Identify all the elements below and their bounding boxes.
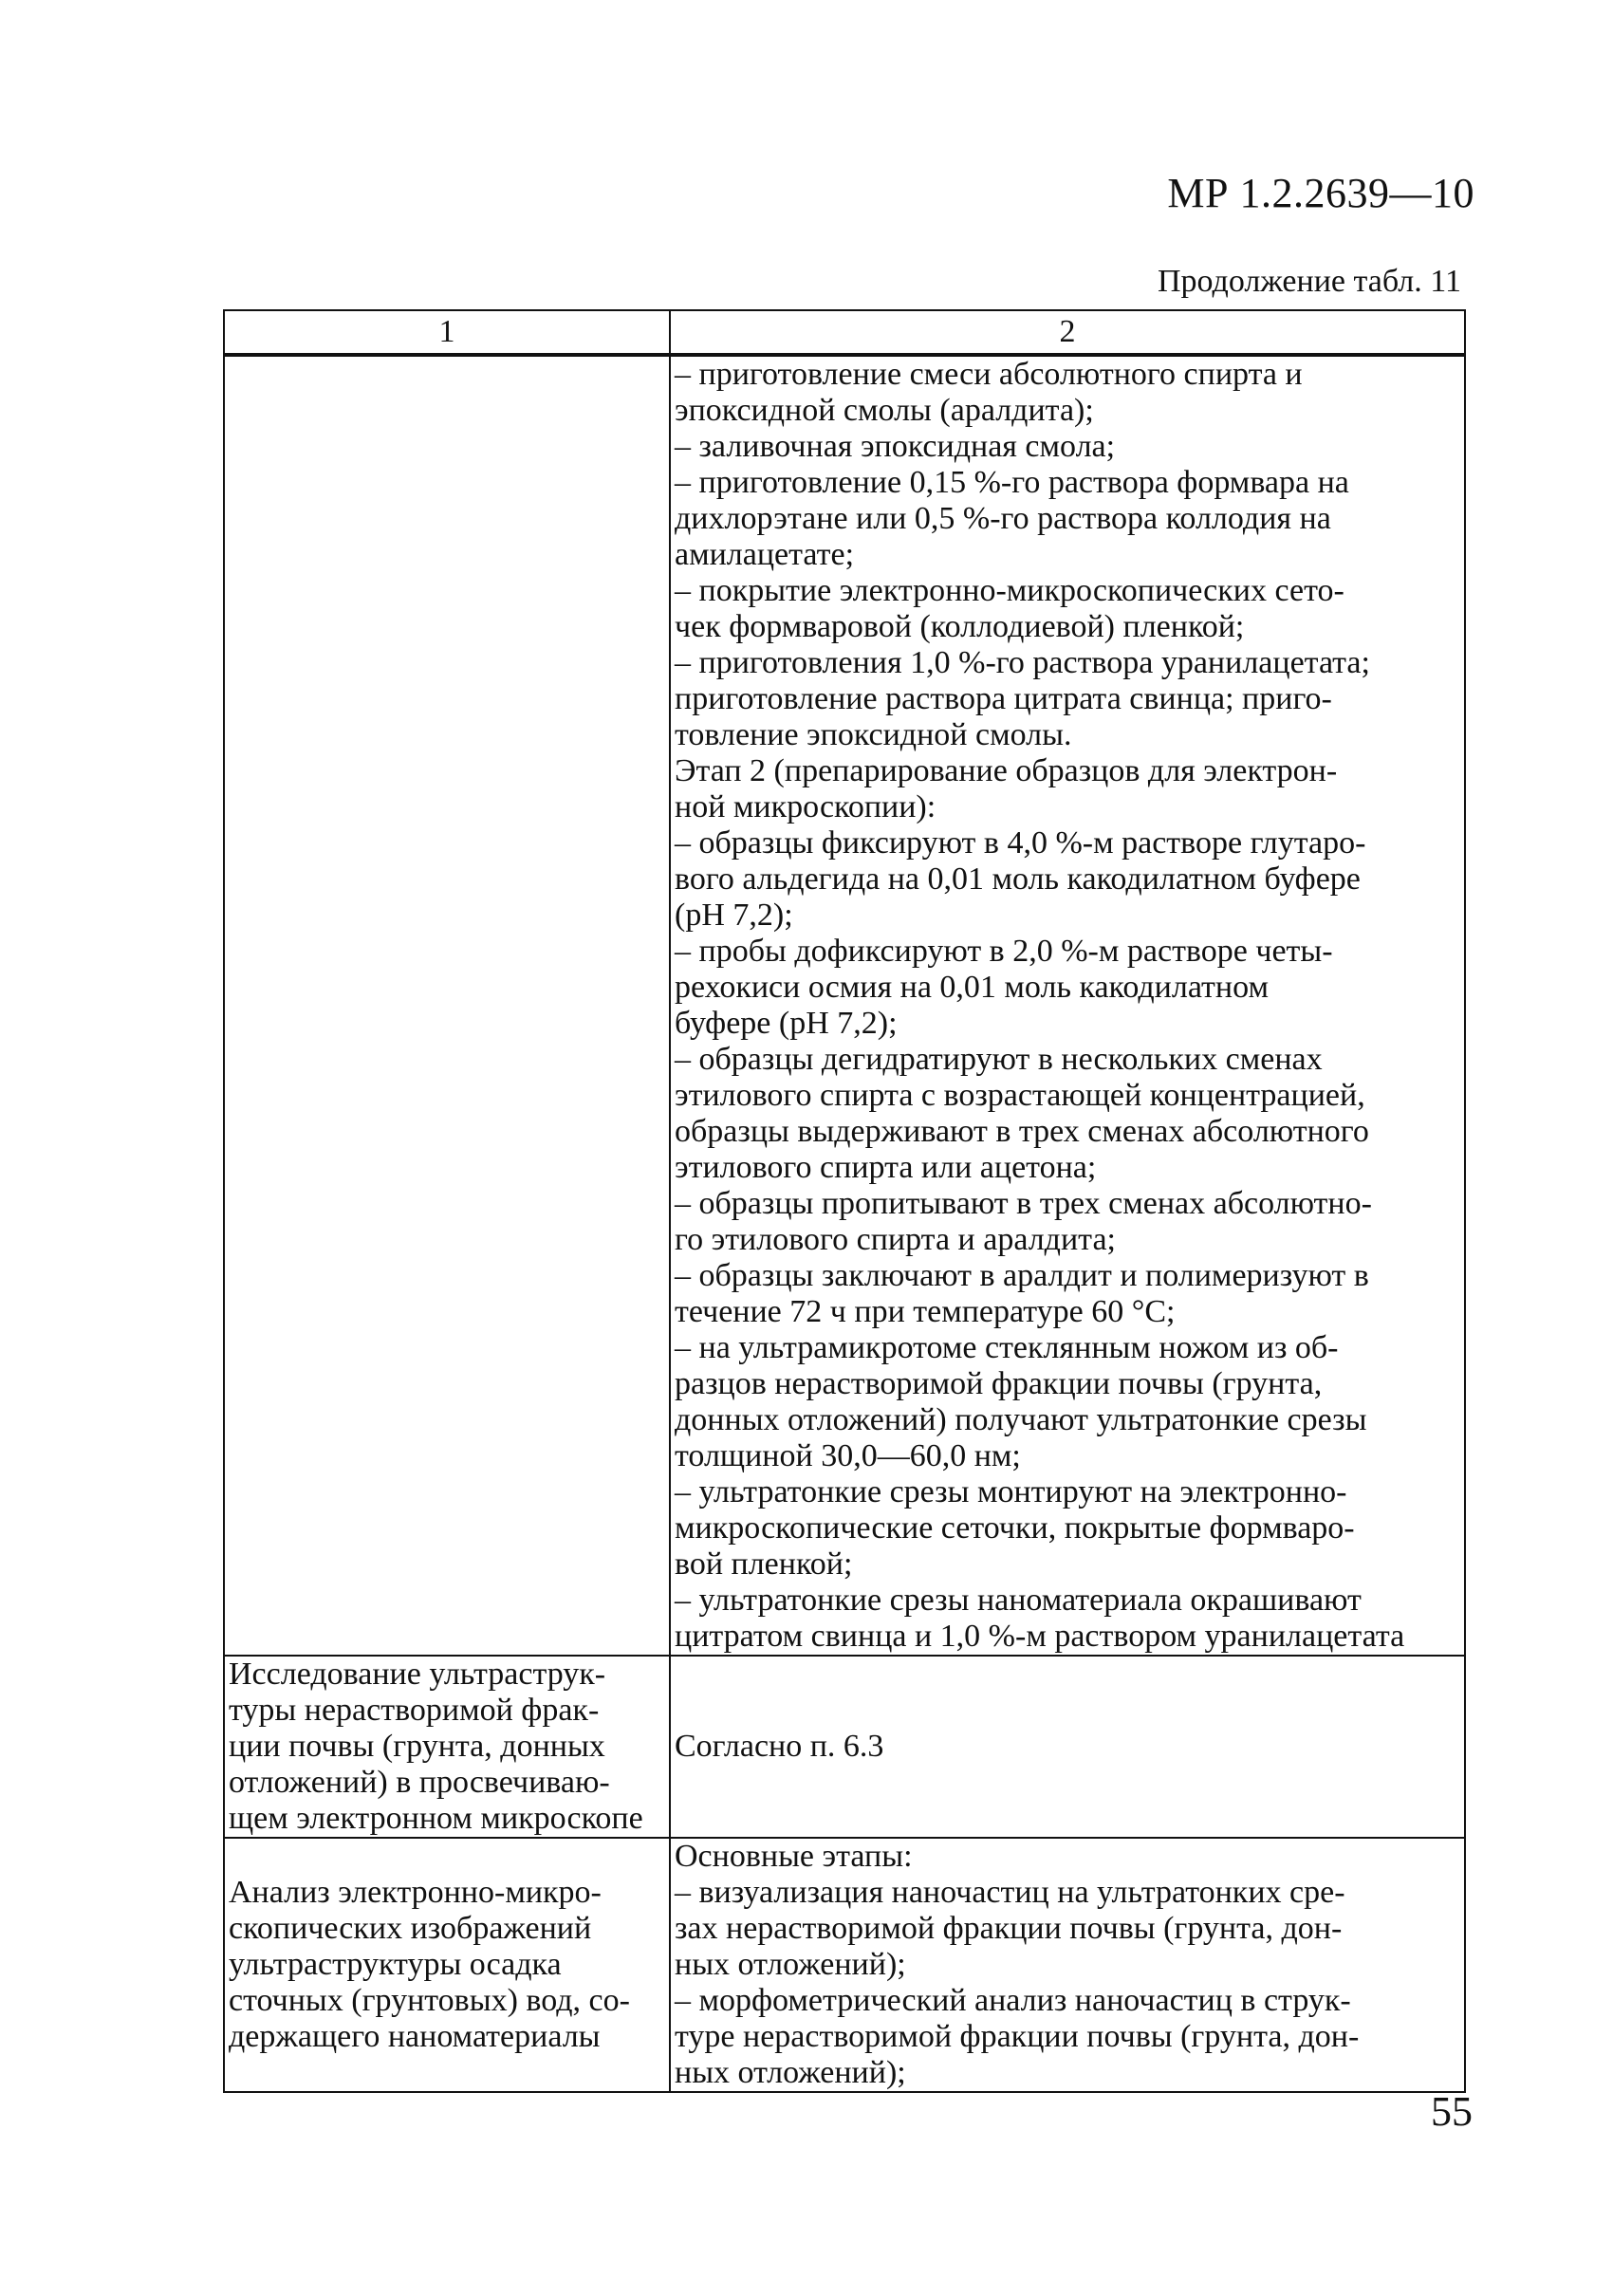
cell-text-line: Этап 2 (препарирование образцов для электрон-: [675, 753, 1338, 788]
column-header-1: 1: [224, 310, 670, 355]
row-2-col-1: [224, 1656, 670, 1838]
cell-text-line: приготовление раствора цитрата свинца; приго-: [675, 681, 1332, 716]
cell-text-line: дихлорэтане или 0,5 %-го раствора коллодия на: [675, 501, 1331, 536]
cell-text-line: донных отложений) получают ультратонкие срезы: [675, 1402, 1367, 1437]
cell-text-line: – ультратонкие срезы наноматериала окрашивают: [675, 1583, 1362, 1618]
cell-text-line: чек формваровой (коллодиевой) пленкой;: [675, 609, 1245, 644]
row-2-col-2: [670, 1656, 1465, 1838]
cell-text-line: толщиной 30,0—60,0 нм;: [675, 1438, 1021, 1473]
cell-text-line: скопических изображений: [229, 1911, 592, 1946]
cell-text-line: ных отложений);: [675, 1947, 906, 1982]
cell-text-line: буфере (pH 7,2);: [675, 1006, 898, 1041]
cell-text-line: щем электронном микроскопе: [229, 1801, 643, 1836]
cell-text-line: – образцы дегидратируют в нескольких сменах: [675, 1042, 1323, 1077]
cell-text-line: (pH 7,2);: [675, 898, 793, 933]
cell-text-line: товление эпоксидной смолы.: [675, 717, 1072, 752]
cell-text-line: – образцы заключают в аралдит и полимеризуют в: [675, 1258, 1369, 1293]
cell-text-line: ных отложений);: [675, 2055, 906, 2090]
cell-text-line: цитратом свинца и 1,0 %-м раствором уранилацетата: [675, 1619, 1405, 1654]
cell-text-line: – визуализация наночастиц на ультратонких сре-: [675, 1875, 1345, 1910]
cell-text-line: – приготовления 1,0 %-го раствора уранилацетата;: [675, 645, 1370, 680]
cell-text-line: держащего наноматериалы: [229, 2019, 601, 2054]
cell-text-line: вого альдегида на 0,01 моль какодилатном буфере: [675, 861, 1361, 897]
cell-text-line: ультраструктуры осадка: [229, 1947, 562, 1982]
table-header-row: [224, 310, 1465, 355]
cell-text-line: отложений) в просвечиваю-: [229, 1765, 610, 1800]
cell-text-line: вой пленкой;: [675, 1546, 853, 1582]
cell-text-line: зах нерастворимой фракции почвы (грунта, дон-: [675, 1911, 1343, 1946]
cell-text-line: – образцы пропитывают в трех сменах абсолютно-: [675, 1186, 1372, 1221]
cell-text-line: – пробы дофиксируют в 2,0 %-м растворе четы-: [675, 934, 1333, 969]
table-continuation-label: Продолжение табл. 11: [1157, 264, 1461, 299]
cell-text-line: ции почвы (грунта, донных: [229, 1729, 605, 1764]
cell-text-line: Исследование ультраструк-: [229, 1657, 606, 1692]
cell-text-line: амилацетате;: [675, 537, 855, 572]
document-code: МР 1.2.2639—10: [1167, 170, 1474, 216]
cell-text-line: этилового спирта или ацетона;: [675, 1150, 1097, 1185]
cell-text-line: Основные этапы:: [675, 1839, 913, 1874]
page-number: 55: [1431, 2088, 1473, 2135]
cell-text-line: Согласно п. 6.3: [675, 1729, 884, 1764]
methods-table: [223, 309, 1466, 2093]
cell-text-line: Анализ электронно-микро-: [229, 1875, 602, 1910]
cell-text-line: микроскопические сеточки, покрытые формваро-: [675, 1510, 1355, 1546]
cell-text-line: эпоксидной смолы (аралдита);: [675, 393, 1094, 428]
cell-text-line: ной микроскопии):: [675, 789, 936, 824]
cell-text-line: туры нерастворимой фрак-: [229, 1693, 600, 1728]
cell-text-line: образцы выдерживают в трех сменах абсолютного: [675, 1114, 1369, 1149]
cell-text-line: – приготовление 0,15 %-го раствора формвара на: [675, 465, 1349, 500]
row-1-col-2: [670, 355, 1465, 1656]
table-row: [224, 355, 1465, 1656]
cell-text-line: – ультратонкие срезы монтируют на электронно-: [675, 1474, 1347, 1509]
table-row: [224, 1656, 1465, 1838]
table-row: [224, 1838, 1465, 2092]
cell-text-line: рехокиси осмия на 0,01 моль какодилатном: [675, 970, 1269, 1005]
row-3-col-1: [224, 1838, 670, 2092]
cell-text-line: этилового спирта с возрастающей концентрацией,: [675, 1078, 1365, 1113]
column-header-2: 2: [670, 310, 1465, 355]
row-1-col-1: [224, 355, 670, 1656]
cell-text-line: течение 72 ч при температуре 60 °С;: [675, 1294, 1176, 1329]
cell-text-line: – заливочная эпоксидная смола;: [675, 429, 1116, 464]
row-3-col-2: [670, 1838, 1465, 2092]
cell-text-line: разцов нерастворимой фракции почвы (грунта,: [675, 1366, 1323, 1401]
cell-text-line: – покрытие электронно-микроскопических сето-: [675, 573, 1344, 608]
cell-text-line: – образцы фиксируют в 4,0 %-м растворе глутаро-: [675, 825, 1366, 861]
cell-text-line: – приготовление смеси абсолютного спирта и: [675, 357, 1303, 392]
cell-text-line: – на ультрамикротоме стеклянным ножом из об-: [675, 1330, 1339, 1365]
cell-text-line: туре нерастворимой фракции почвы (грунта, дон-: [675, 2019, 1360, 2054]
cell-text-line: сточных (грунтовых) вод, со-: [229, 1983, 630, 2018]
cell-text-line: го этилового спирта и аралдита;: [675, 1222, 1116, 1257]
cell-text-line: – морфометрический анализ наночастиц в струк-: [675, 1983, 1351, 2018]
